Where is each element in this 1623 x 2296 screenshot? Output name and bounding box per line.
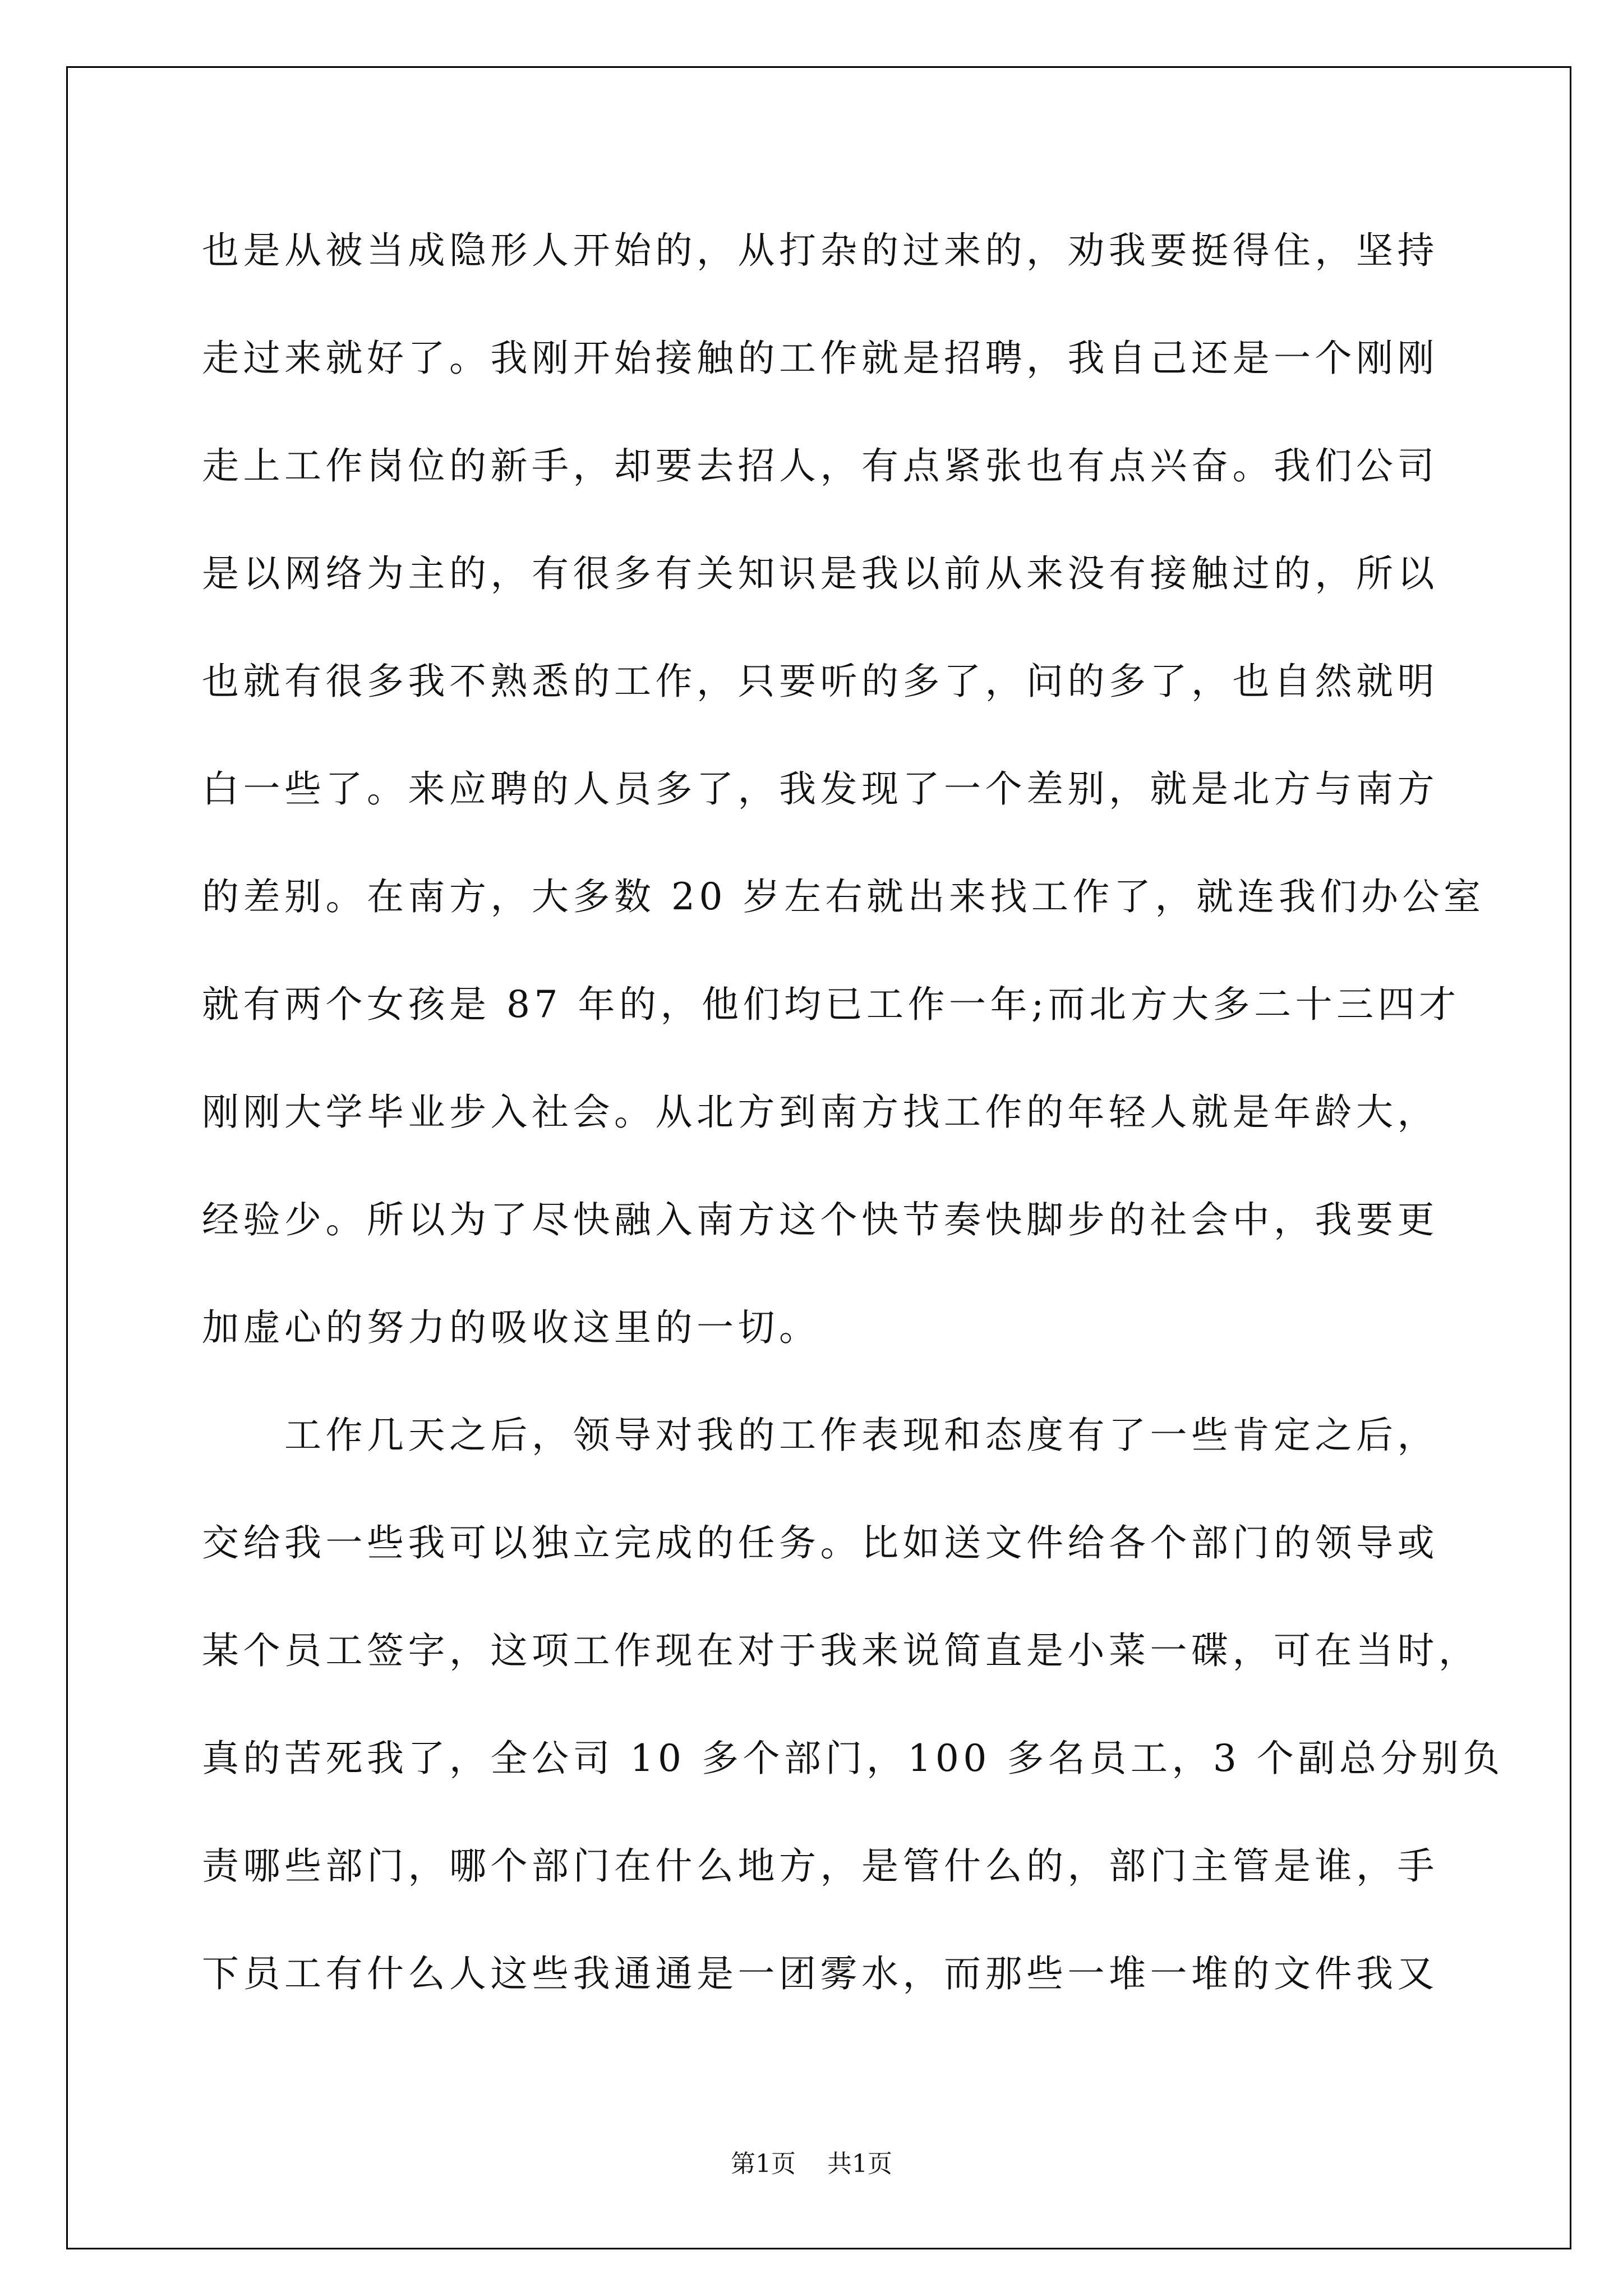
text-line: 加虚心的努力的吸收这里的一切。 xyxy=(202,1306,820,1349)
text-line: 责哪些部门，哪个部门在什么地方，是管什么的，部门主管是谁，手 xyxy=(202,1844,1438,1888)
text-line: 也就有很多我不熟悉的工作，只要听的多了，问的多了，也自然就明 xyxy=(202,660,1438,703)
text-line: 下员工有什么人这些我通通是一团雾水，而那些一堆一堆的文件我又 xyxy=(202,1952,1438,1995)
paragraph xyxy=(202,197,1492,1382)
text-line: 刚刚大学毕业步入社会。从北方到南方找工作的年轻人就是年龄大， xyxy=(202,1091,1438,1134)
paragraph xyxy=(202,1382,1504,2028)
text-line: 真的苦死我了，全公司 10 多个部门，100 多名员工，3 个副总分别负 xyxy=(202,1737,1504,1780)
text-line: 白一些了。来应聘的人员多了，我发现了一个差别，就是北方与南方 xyxy=(202,767,1438,811)
text-line: 某个员工签字，这项工作现在对于我来说简直是小菜一碟，可在当时， xyxy=(202,1629,1480,1672)
text-line: 工作几天之后，领导对我的工作表现和态度有了一些肯定之后， xyxy=(284,1414,1438,1457)
page-count: 共1页 xyxy=(827,2150,892,2178)
text-line: 经验少。所以为了尽快融入南方这个快节奏快脚步的社会中，我要更 xyxy=(202,1198,1438,1241)
text-line: 交给我一些我可以独立完成的任务。比如送文件给各个部门的领导或 xyxy=(202,1521,1438,1565)
text-line: 走过来就好了。我刚开始接触的工作就是招聘，我自己还是一个刚刚 xyxy=(202,337,1438,380)
text-line: 是以网络为主的，有很多有关知识是我以前从来没有接触过的，所以 xyxy=(202,552,1438,595)
text-line: 也是从被当成隐形人开始的，从打杂的过来的，劝我要挺得住，坚持 xyxy=(202,229,1438,272)
page-footer xyxy=(0,2147,1623,2181)
document-body xyxy=(202,197,1504,2028)
page-number: 第1页 xyxy=(731,2150,796,2178)
text-line: 走上工作岗位的新手，却要去招人，有点紧张也有点兴奋。我们公司 xyxy=(202,444,1438,487)
text-line: 就有两个女孩是 87 年的，他们均已工作一年;而北方大多二十三四才 xyxy=(202,983,1460,1026)
text-line: 的差别。在南方，大多数 20 岁左右就出来找工作了，就连我们办公室 xyxy=(202,875,1485,918)
